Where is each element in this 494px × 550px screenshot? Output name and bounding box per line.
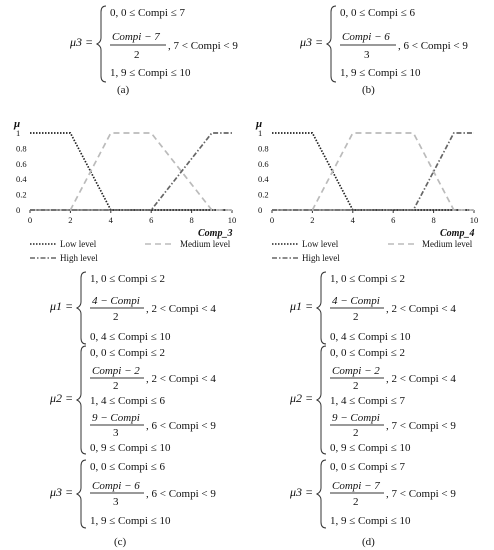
formula-lhs: μ3 = bbox=[50, 485, 74, 499]
legend-medium: Medium level bbox=[180, 239, 231, 249]
brace bbox=[77, 272, 86, 344]
formula-den: 2 bbox=[353, 380, 359, 392]
legend-high: High level bbox=[60, 253, 98, 263]
formula-row: , 7 < Compi < 9 bbox=[386, 488, 456, 500]
formula-num: 9 − Compi bbox=[332, 412, 380, 424]
formula-num: 9 − Compi bbox=[92, 412, 140, 424]
brace bbox=[327, 6, 336, 82]
x-tick-label: 10 bbox=[227, 215, 237, 225]
formula-row: 0, 0 ≤ Compi ≤ 6 bbox=[340, 7, 416, 19]
brace bbox=[97, 6, 106, 82]
y-tick-label: 1 bbox=[258, 128, 263, 138]
formula-den: 3 bbox=[364, 49, 370, 61]
formula-row: 1, 9 ≤ Compi ≤ 10 bbox=[110, 67, 191, 79]
x-tick-label: 8 bbox=[189, 215, 194, 225]
formula-lhs: μ3 = bbox=[300, 35, 324, 49]
legend-low: Low level bbox=[302, 239, 339, 249]
x-tick-label: 6 bbox=[149, 215, 154, 225]
formula-row: , 2 < Compi < 4 bbox=[146, 303, 216, 315]
formula-row: , 2 < Compi < 4 bbox=[146, 373, 216, 385]
formula-d-mu2 bbox=[289, 346, 456, 454]
y-tick-label: 0.6 bbox=[16, 158, 27, 169]
x-tick-label: 4 bbox=[108, 215, 113, 225]
chart-comp3 bbox=[13, 118, 236, 239]
formula-lhs: μ2 = bbox=[50, 391, 74, 405]
formula-den: 2 bbox=[353, 496, 359, 508]
caption-d: (d) bbox=[362, 536, 375, 548]
formula-c-mu1 bbox=[49, 272, 216, 344]
formula-num: Compi − 6 bbox=[92, 480, 140, 492]
series-high-level bbox=[272, 133, 474, 210]
formula-row: 1, 4 ≤ Compi ≤ 6 bbox=[90, 395, 166, 407]
formula-row: 0, 0 ≤ Compi ≤ 7 bbox=[110, 7, 186, 19]
series-low-level bbox=[272, 133, 474, 210]
y-tick-label: 0 bbox=[258, 205, 263, 215]
formula-row: 0, 0 ≤ Compi ≤ 2 bbox=[330, 347, 406, 359]
formula-c-mu3 bbox=[49, 460, 216, 528]
caption-a: (a) bbox=[117, 84, 130, 96]
formula-row: 1, 9 ≤ Compi ≤ 10 bbox=[330, 515, 411, 527]
y-tick-label: 1 bbox=[16, 128, 21, 138]
y-tick-label: 0.6 bbox=[258, 158, 269, 169]
formula-row: , 6 < Compi < 9 bbox=[146, 420, 216, 432]
legend-comp3 bbox=[30, 239, 231, 263]
y-axis-label: μ bbox=[14, 118, 21, 130]
formula-row: , 7 < Compi < 9 bbox=[386, 420, 456, 432]
y-tick-label: 0.4 bbox=[258, 174, 269, 185]
y-tick-label: 0 bbox=[16, 205, 21, 215]
x-tick-label: 10 bbox=[469, 215, 479, 225]
x-tick-label: 2 bbox=[310, 215, 315, 225]
formula-d-mu1 bbox=[289, 272, 456, 344]
formula-top-a bbox=[69, 6, 238, 82]
formula-den: 2 bbox=[353, 311, 359, 323]
series-medium-level bbox=[272, 133, 474, 210]
formula-den: 3 bbox=[113, 427, 119, 439]
y-tick-label: 0.8 bbox=[258, 143, 269, 154]
formula-row: 1, 0 ≤ Compi ≤ 2 bbox=[90, 273, 166, 285]
legend-comp4 bbox=[272, 239, 473, 263]
chart-comp4 bbox=[255, 118, 478, 239]
formula-row: , 6 < Compi < 9 bbox=[146, 488, 216, 500]
formula-row: 0, 4 ≤ Compi ≤ 10 bbox=[90, 331, 171, 343]
formula-row: 0, 0 ≤ Compi ≤ 2 bbox=[90, 347, 166, 359]
formula-den: 2 bbox=[113, 380, 119, 392]
x-axis-label: Comp_3 bbox=[198, 228, 233, 239]
formula-row: , 7 < Compi < 9 bbox=[168, 40, 238, 52]
y-tick-label: 0.2 bbox=[16, 189, 27, 200]
brace bbox=[317, 272, 326, 344]
formula-row: 1, 4 ≤ Compi ≤ 7 bbox=[330, 395, 406, 407]
formula-lhs: μ1 = bbox=[50, 299, 74, 313]
formula-d-mu3 bbox=[289, 460, 456, 528]
formula-den: 3 bbox=[113, 496, 119, 508]
formula-den: 2 bbox=[134, 49, 140, 61]
brace bbox=[77, 460, 86, 528]
caption-b: (b) bbox=[362, 84, 375, 96]
formula-row: , 2 < Compi < 4 bbox=[386, 303, 456, 315]
formula-row: 0, 0 ≤ Compi ≤ 6 bbox=[90, 461, 166, 473]
formula-row: 1, 0 ≤ Compi ≤ 2 bbox=[330, 273, 406, 285]
formula-num: Compi − 7 bbox=[112, 31, 160, 43]
formula-lhs: μ2 = bbox=[290, 391, 314, 405]
x-tick-label: 2 bbox=[68, 215, 73, 225]
formula-row: 1, 9 ≤ Compi ≤ 10 bbox=[90, 515, 171, 527]
formula-lhs: μ1 = bbox=[290, 299, 314, 313]
formula-row: 0, 0 ≤ Compi ≤ 7 bbox=[330, 461, 406, 473]
formula-c-mu2 bbox=[49, 346, 216, 454]
y-tick-label: 0.4 bbox=[16, 174, 27, 185]
formula-row: , 6 < Compi < 9 bbox=[398, 40, 468, 52]
y-axis-label: μ bbox=[256, 118, 263, 130]
formula-row: 0, 4 ≤ Compi ≤ 10 bbox=[330, 331, 411, 343]
caption-c: (c) bbox=[114, 536, 127, 548]
formula-num: Compi − 2 bbox=[332, 365, 380, 377]
formula-num: Compi − 2 bbox=[92, 365, 140, 377]
formula-row: 0, 9 ≤ Compi ≤ 10 bbox=[90, 442, 171, 454]
x-tick-label: 0 bbox=[27, 215, 33, 225]
legend-high: High level bbox=[302, 253, 340, 263]
x-tick-label: 6 bbox=[391, 215, 396, 225]
x-tick-label: 8 bbox=[431, 215, 436, 225]
formula-row: , 2 < Compi < 4 bbox=[386, 373, 456, 385]
legend-low: Low level bbox=[60, 239, 97, 249]
legend-medium: Medium level bbox=[422, 239, 473, 249]
formula-den: 2 bbox=[353, 427, 359, 439]
formula-row: 1, 9 ≤ Compi ≤ 10 bbox=[340, 67, 421, 79]
formula-lhs: μ3 = bbox=[290, 485, 314, 499]
y-tick-label: 0.2 bbox=[258, 189, 269, 200]
formula-num: Compi − 7 bbox=[332, 480, 380, 492]
formula-num: 4 − Compi bbox=[332, 295, 380, 307]
formula-top-b bbox=[299, 6, 468, 82]
brace bbox=[77, 346, 86, 454]
x-axis-label: Comp_4 bbox=[440, 228, 475, 239]
formula-num: 4 − Compi bbox=[92, 295, 140, 307]
formula-lhs: μ3 = bbox=[70, 35, 94, 49]
x-tick-label: 4 bbox=[350, 215, 355, 225]
formula-row: 0, 9 ≤ Compi ≤ 10 bbox=[330, 442, 411, 454]
y-tick-label: 0.8 bbox=[16, 143, 27, 154]
formula-den: 2 bbox=[113, 311, 119, 323]
brace bbox=[317, 460, 326, 528]
formula-num: Compi − 6 bbox=[342, 31, 390, 43]
x-tick-label: 0 bbox=[269, 215, 275, 225]
brace bbox=[317, 346, 326, 454]
